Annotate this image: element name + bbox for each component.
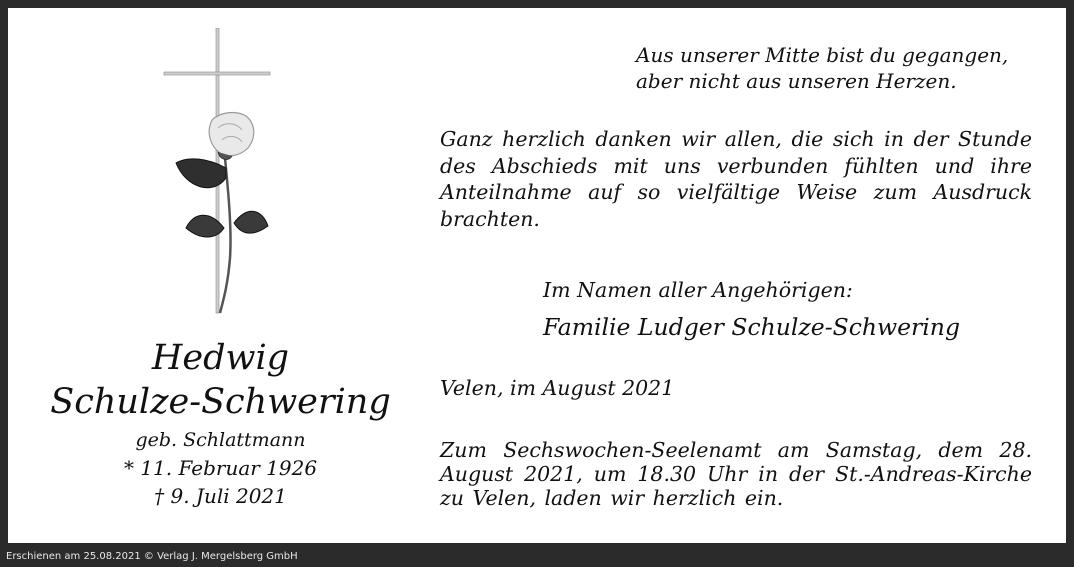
signature-family: Familie Ludger Schulze-Schwering (543, 313, 960, 341)
deceased-last-name: Schulze-Schwering (50, 382, 391, 422)
motto-verse (636, 42, 1008, 94)
publication-footer: Erschienen am 25.08.2021 © Verlag J. Mergelsberg GmbH (0, 547, 1074, 567)
cross-with-rose-icon (158, 28, 288, 318)
signature-intro: Im Namen aller Angehörigen: (543, 278, 853, 302)
death-date: † 9. Juli 2021 (154, 484, 287, 508)
deceased-first-name: Hedwig (151, 338, 290, 378)
mass-notice: Zum Sechswochen-Seelenamt am Samstag, dem 28. August 2021, um 18.30 Uhr in der St.-Andreas-Kirche zu Velen, laden wir herzlich ein. (440, 438, 1032, 510)
motto-line-1: Aus unserer Mitte bist du gegangen, (636, 43, 1009, 67)
deceased-birth-name: geb. Schlattmann (135, 429, 306, 451)
deceased-block (8, 336, 433, 510)
rose-icon (176, 113, 268, 313)
motto-line-2: aber nicht aus unseren Herzen. (636, 69, 957, 93)
birth-date: * 11. Februar 1926 (123, 456, 318, 480)
place-date: Velen, im August 2021 (440, 376, 675, 400)
obituary-card (8, 8, 1066, 543)
thanks-paragraph: Ganz herzlich danken wir allen, die sich in der Stunde des Abschieds mit uns verbunden fühlten und ihre Anteilnahme auf so vielfältige Weise zum Ausdruck brachten. (440, 127, 1032, 231)
